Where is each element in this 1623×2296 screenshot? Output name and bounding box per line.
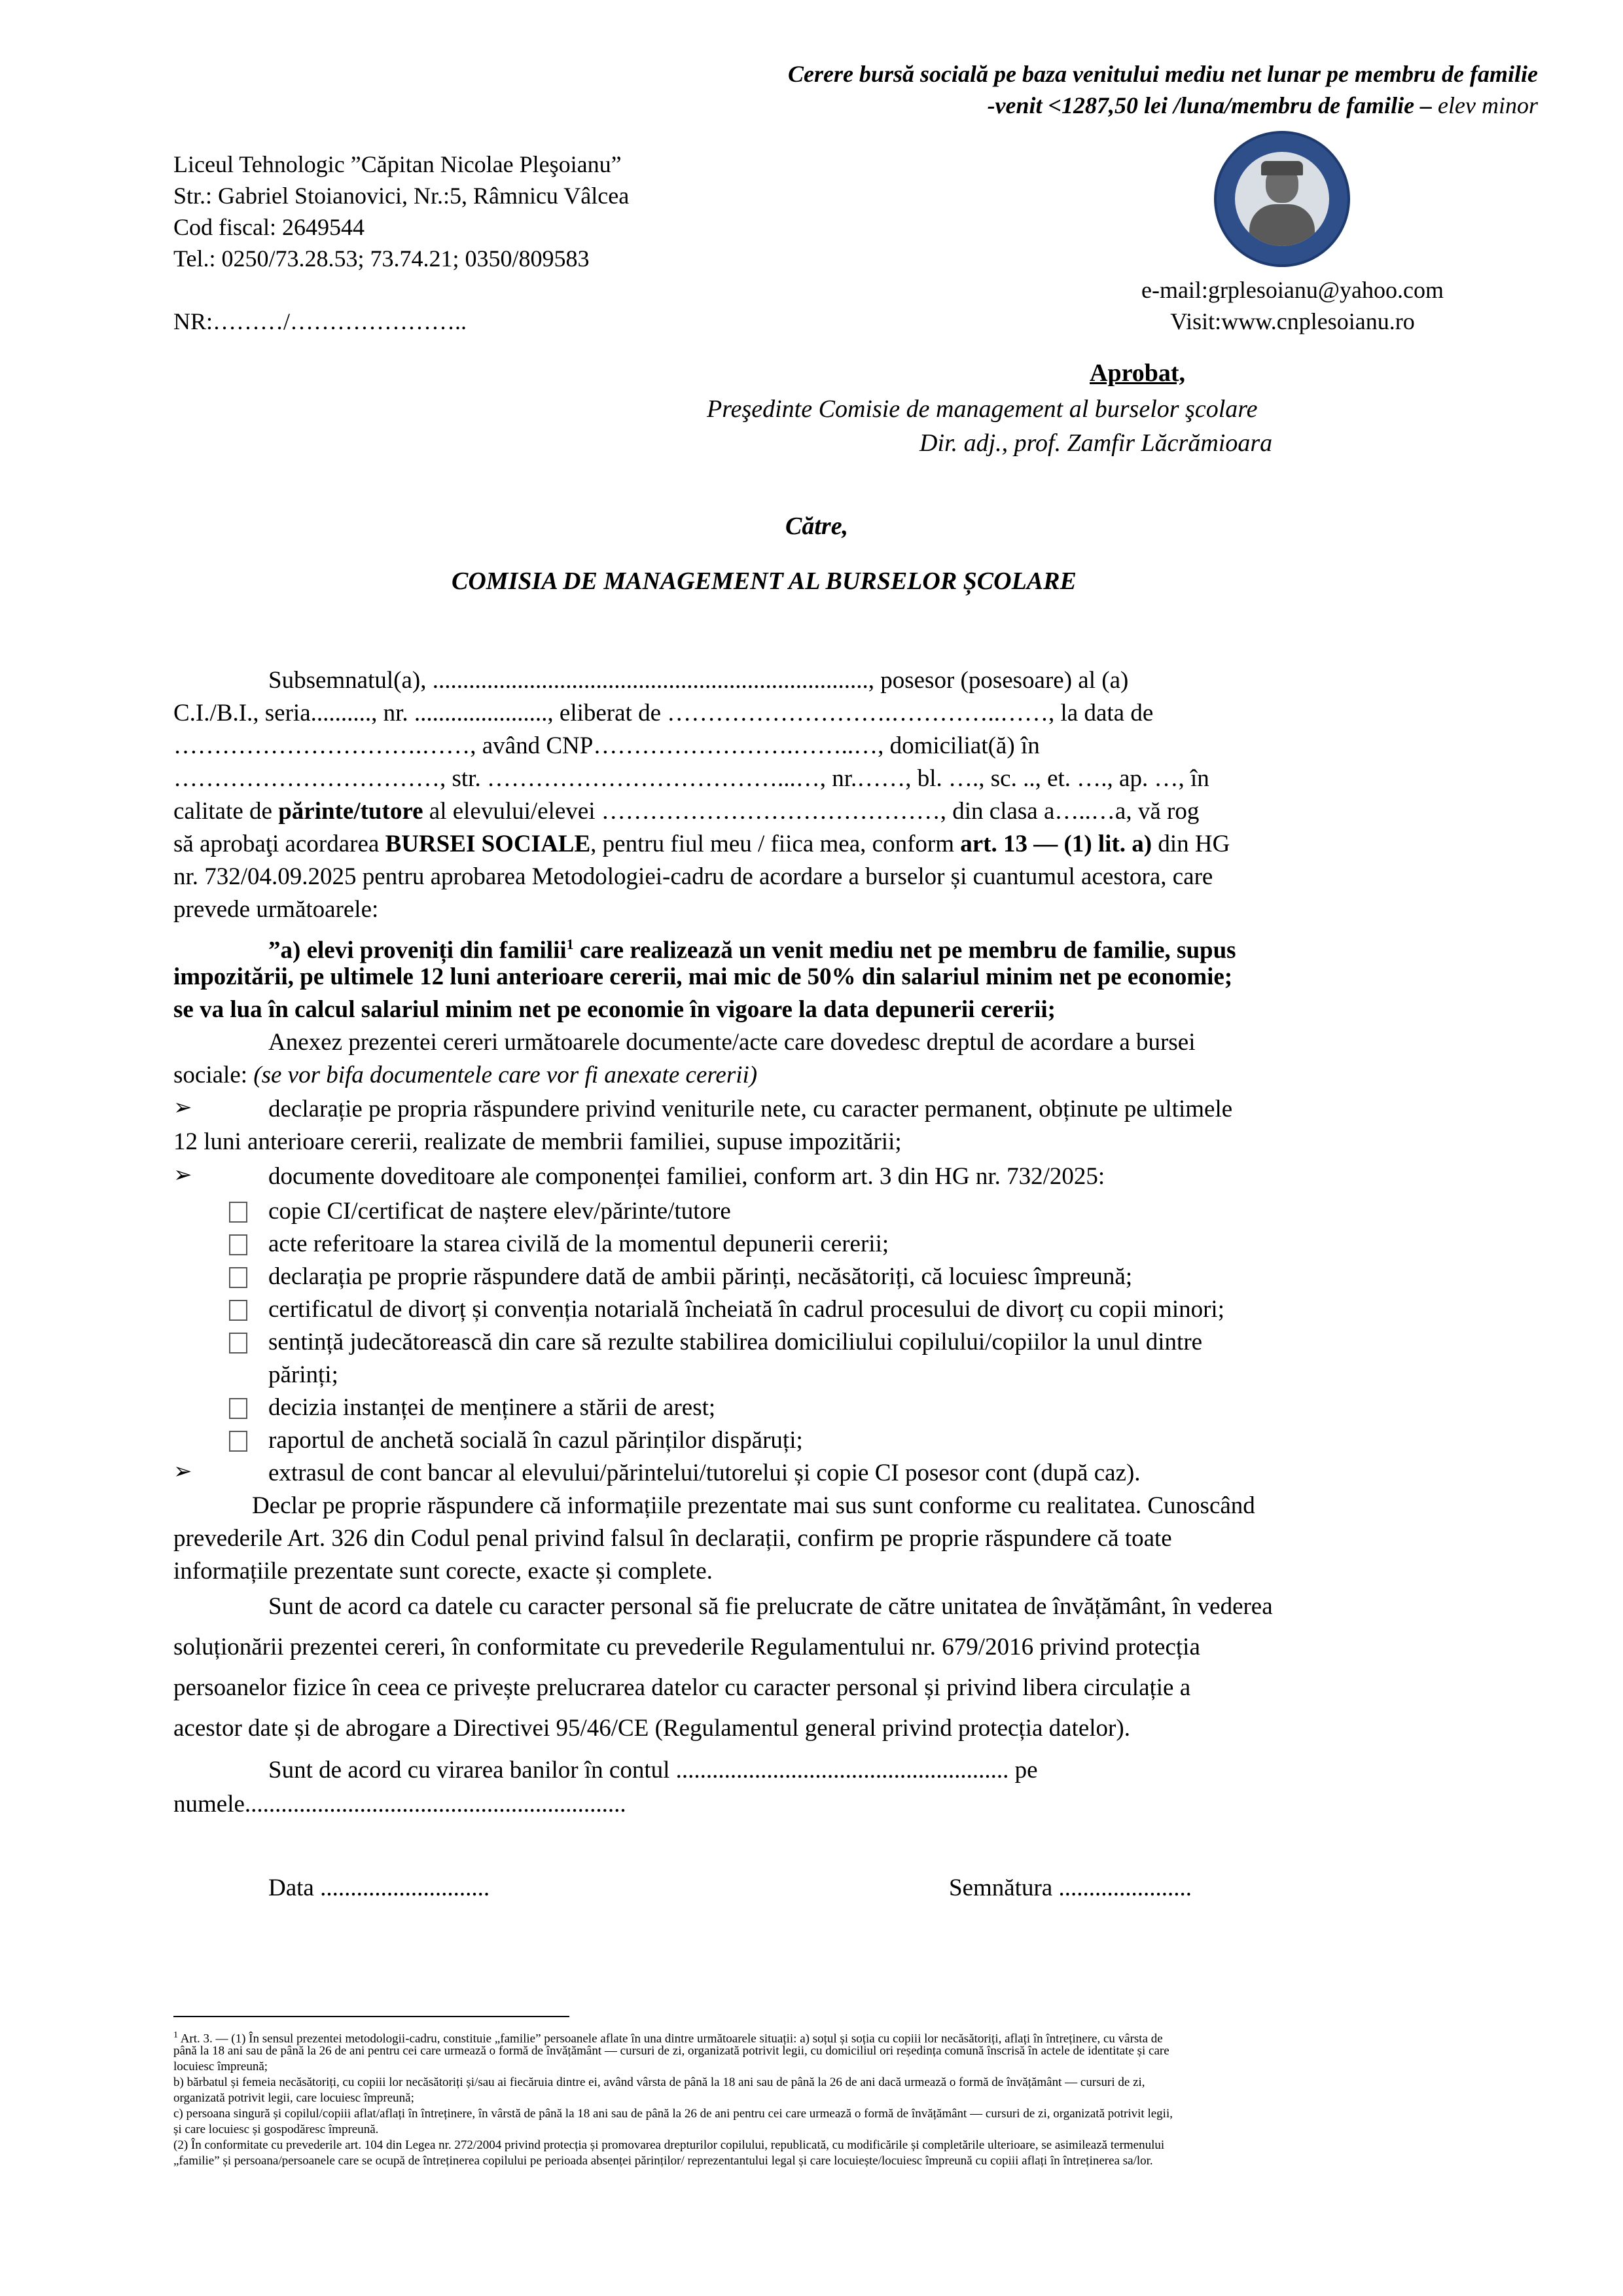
income-threshold: -venit <1287,50 lei /luna/membru de familie – [987, 92, 1433, 118]
checkbox-court-ruling[interactable] [229, 1333, 247, 1354]
text-bold: art. 13 — (1) lit. a) [960, 831, 1152, 857]
text-segment: să aprobaţi acordarea [173, 831, 385, 857]
checkbox-arrest-decision[interactable] [229, 1398, 247, 1419]
applicant-line-6 [173, 828, 1476, 861]
text-segment: sociale: [173, 1062, 254, 1088]
text-bold: BURSEI SOCIALE [385, 831, 591, 857]
checkbox-cohabitation-declaration[interactable] [229, 1267, 247, 1288]
applicant-line-1: Subsemnatul(a), ........................................................................, posesor (posesoare) al (a) [268, 667, 1129, 694]
footnote-marker: 1 [173, 2030, 178, 2040]
doc-divorce-certificate: certificatul de divorț și convenția notarială încheiată în cadrul procesului de divorț cu copii minori; [268, 1296, 1224, 1323]
checkbox-divorce-certificate[interactable] [229, 1300, 247, 1321]
applicant-line-8: prevede următoarele: [173, 896, 379, 923]
approval-role: Preşedinte Comisie de management al burselor şcolare [707, 395, 1258, 423]
text-segment: care realizează un venit mediu net pe membru de familie, supus [573, 937, 1236, 964]
form-title-line2 [988, 90, 1538, 120]
bullet-bank-statement: extrasul de cont bancar al elevului/părintelui/tutorelui și copie CI posesor cont (după caz). [268, 1460, 1141, 1486]
text-segment: calitate de [173, 798, 279, 825]
footnote-line-7: și care locuiesc și gospodăresc împreună. [173, 2123, 379, 2136]
registration-number: NR:………/………………….. [173, 308, 467, 334]
annex-line-2 [173, 1059, 757, 1092]
school-phone: Tel.: 0250/73.28.53; 73.74.21; 0350/809583 [173, 245, 590, 272]
text-segment: al elevului/elevei ……………………………………, din clasa a…..…a, vă rog [423, 798, 1200, 825]
form-title-line1: Cerere bursă socială pe baza venitului mediu net lunar pe membru de familie [787, 61, 1538, 87]
checkbox-civil-status[interactable] [229, 1234, 247, 1255]
bank-transfer-line-2: numele............................................................... [173, 1791, 626, 1818]
declaration-line-2: prevederile Art. 326 din Codul penal privind falsul în declarații, confirm pe proprie răspundere că toate [173, 1525, 1172, 1552]
arrow-bullet-icon: ➢ [173, 1163, 192, 1187]
bullet-family-documents: documente doveditoare ale componenței familiei, conform art. 3 din HG nr. 732/2025: [268, 1163, 1105, 1190]
gdpr-line-4: acestor date și de abrogare a Directivei 95/46/CE (Regulamentul general privind protecția datelor). [173, 1715, 1130, 1742]
quote-line-2: impozitării, pe ultimele 12 luni anterioare cererii, mai mic de 50% din salariul minim net pe economie; [173, 963, 1233, 990]
doc-cohabitation-declaration: declarația pe proprie răspundere dată de ambii părinți, necăsătoriți, că locuiesc împreună; [268, 1263, 1133, 1290]
footnote-line-3: locuiesc împreună; [173, 2060, 268, 2073]
arrow-bullet-icon: ➢ [173, 1460, 192, 1484]
school-address: Str.: Gabriel Stoianovici, Nr.:5, Râmnicu Vâlcea [173, 183, 630, 209]
date-field[interactable]: Data ............................ [268, 1874, 490, 1901]
footnote-line-9: „familie” și persoana/persoanele care se ocupă de întreținerea copilului pe perioada absenței părinților/ reprezentantului legal și care locuiește/locuiesc împreună cu copiii aflați în întreținerea sa/lor. [173, 2154, 1153, 2168]
school-email: e-mail:grplesoianu@yahoo.com [1141, 277, 1444, 303]
text-segment: din HG [1152, 831, 1230, 857]
footnote-ref: 1 [566, 936, 574, 952]
applicant-line-4: ……………………………, str. ………………………………...…, nr.……, bl. …., sc. .., et. …., ap. …, în [173, 765, 1209, 792]
applicant-line-2: C.I./B.I., seria.........., nr. ......................, eliberat de ……………………….…………..……, la data de [173, 700, 1154, 726]
approval-title: Aprobat, [1090, 359, 1186, 387]
bank-transfer-line-1: Sunt de acord cu virarea banilor în contul ....................................................... pe [268, 1757, 1038, 1784]
school-fiscal-code: Cod fiscal: 2649544 [173, 214, 365, 240]
declaration-line-1: Declar pe proprie răspundere că informațiile prezentate mai sus sunt conforme cu realitatea. Cunoscând [252, 1492, 1255, 1519]
doc-court-ruling-line-1: sentință judecătorească din care să rezulte stabilirea domiciliului copilului/copiilor la unul dintre [268, 1329, 1203, 1355]
gdpr-line-3: persoanelor fizice în ceea ce privește prelucrarea datelor cu caracter personal și privind libera circulație a [173, 1674, 1191, 1701]
school-website: Visit:www.cnplesoianu.ro [1170, 308, 1415, 334]
signature-field[interactable]: Semnătura ...................... [949, 1874, 1192, 1901]
approval-person: Dir. adj., prof. Zamfir Lăcrămioara [919, 429, 1273, 457]
quote-line-3: se va lua în calcul salariul minim net pe economie în vigoare la data depunerii cererii; [173, 996, 1056, 1023]
footnote-line-4: b) bărbatul și femeia necăsătoriți, cu copiii lor necăsătoriți și/sau ai fiecăruia dintre ei, având vârsta de până la 18 ani sau de până la 26 de ani dacă urmează o formă de învățământ — cursuri de zi, [173, 2075, 1145, 2089]
doc-arrest-decision: decizia instanței de menținere a stării de arest; [268, 1394, 716, 1421]
student-category: elev minor [1432, 92, 1538, 118]
annex-line-1: Anexez prezentei cereri următoarele documente/acte care dovedesc dreptul de acordare a bursei [268, 1029, 1196, 1056]
doc-civil-status: acte referitoare la starea civilă de la momentul depunerii cererii; [268, 1230, 889, 1257]
footnote-line-8: (2) În conformitate cu prevederile art. 104 din Legea nr. 272/2004 privind protecția și promovarea drepturilor copilului, republicată, cu modificările și completările ulterioare, se asimilează termenului [173, 2138, 1165, 2152]
text-segment: , pentru fiul meu / fiica mea, conform [590, 831, 961, 857]
doc-social-inquiry: raportul de anchetă socială în cazul părinților dispăruți; [268, 1427, 803, 1454]
addressee-commission: COMISIA DE MANAGEMENT AL BURSELOR ȘCOLARE [452, 567, 1077, 595]
footnote-line-2: până la 18 ani sau de până la 26 de ani pentru cei care urmează o formă de învățământ — cursuri de zi, organizată potrivit legii, cu domiciliul ori reședința comună înscrisă în actele de identitate și care [173, 2044, 1169, 2058]
footnote-divider [173, 2016, 569, 2017]
gdpr-line-1: Sunt de acord ca datele cu caracter personal să fie prelucrate de către unitatea de învățământ, în vederea [268, 1593, 1273, 1620]
gdpr-line-2: soluționării prezentei cereri, în conformitate cu prevederile Regulamentului nr. 679/2016 privind protecția [173, 1634, 1200, 1660]
bullet-income-declaration-line-2: 12 luni anterioare cererii, realizate de membrii familiei, supuse impozitării; [173, 1128, 902, 1155]
footnote-line-5: organizată potrivit legii, care locuiesc împreună; [173, 2091, 414, 2105]
declaration-line-3: informațiile prezentate sunt corecte, exacte și complete. [173, 1558, 713, 1585]
arrow-bullet-icon: ➢ [173, 1096, 192, 1120]
applicant-line-7: nr. 732/04.09.2025 pentru aprobarea Metodologiei-cadru de acordare a burselor și cuantumul acestora, care [173, 863, 1213, 890]
applicant-line-5 [173, 795, 1476, 828]
applicant-line-3: ………………………….……, având CNP…………………….……..…, domiciliat(ă) în [173, 732, 1040, 759]
checkbox-ci-copy[interactable] [229, 1202, 247, 1223]
annex-instruction: (se vor bifa documentele care vor fi anexate cererii) [253, 1062, 758, 1088]
doc-court-ruling-line-2: părinți; [268, 1361, 338, 1388]
text-segment: ”a) elevi proveniți din familii [268, 937, 567, 964]
footnote-line-6: c) persoana singură și copilul/copiii aflat/aflați în întreținere, în vârstă de până la 18 ani sau de până la 26 de ani pentru cei care urmează o formă de învățământ — cursuri de zi, organizată potrivit legii, [173, 2107, 1173, 2121]
doc-ci-copy: copie CI/certificat de naștere elev/părinte/tutore [268, 1198, 731, 1225]
addressee-to: Către, [785, 512, 849, 540]
school-logo [1214, 131, 1350, 267]
school-name: Liceul Tehnologic ”Căpitan Nicolae Pleşoianu” [173, 151, 622, 177]
text-segment: Art. 3. — (1) În sensul prezentei metodologii-cadru, constituie „familie” persoanele aflate în una dintre următoarele situații: a) soțul și soția cu copiii lor necăsătoriți, aflați în întreținere, cu vârsta de [178, 2032, 1163, 2046]
bullet-income-declaration-line-1: declarație pe propria răspundere privind veniturile nete, cu caracter permanent, obținute pe ultimele [268, 1096, 1233, 1122]
text-bold: părinte/tutore [278, 798, 423, 825]
checkbox-social-inquiry[interactable] [229, 1431, 247, 1452]
